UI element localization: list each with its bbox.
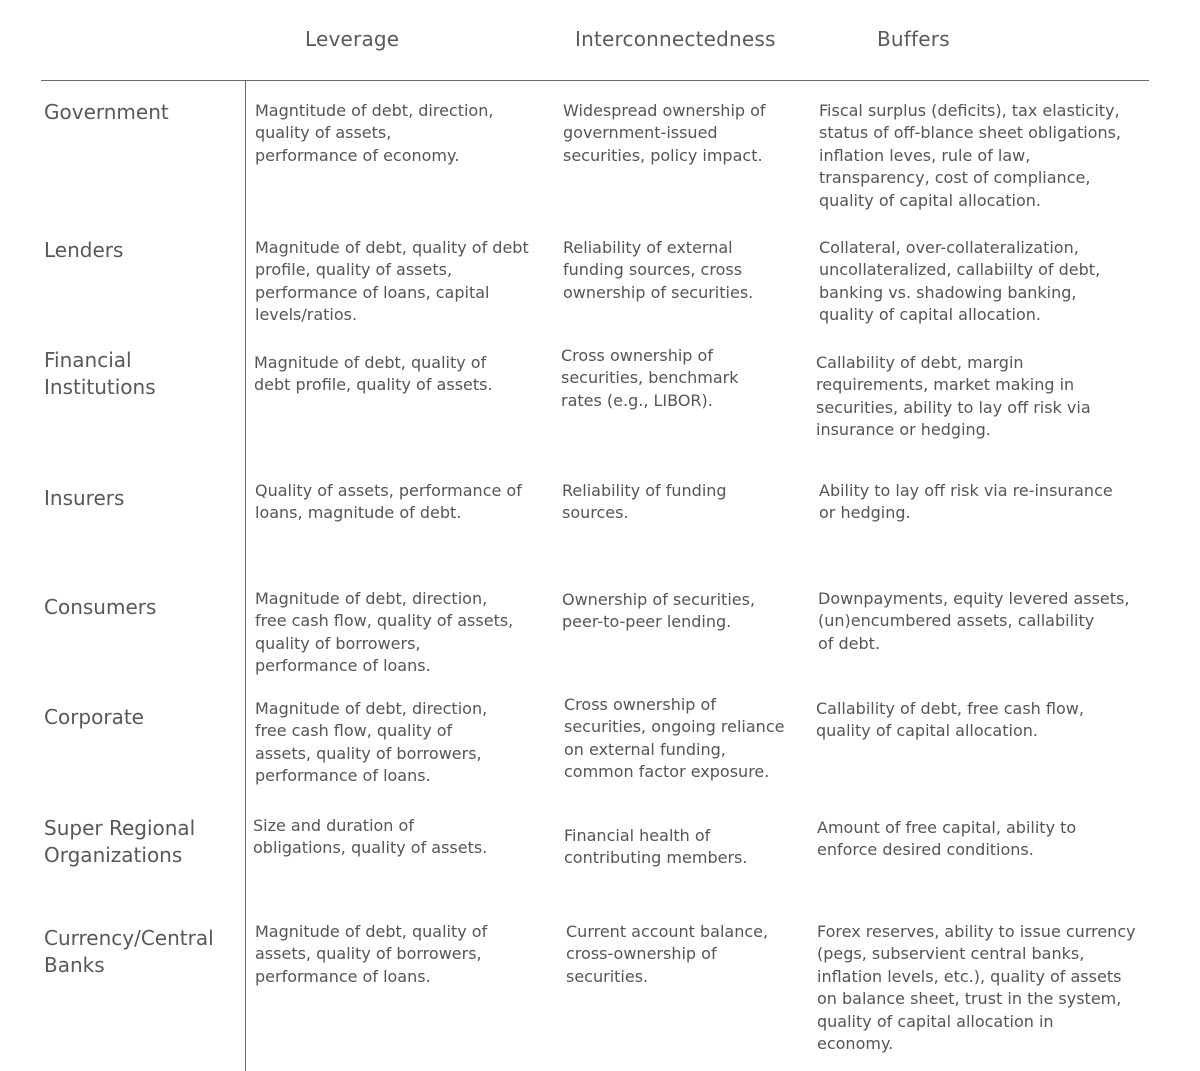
row-label-insurers: Insurers	[44, 486, 125, 510]
label-column-divider	[245, 81, 246, 1071]
cell-leverage: Magnitude of debt, quality of debt profile, quality of assets, performance of loans, capital levels/ratios.	[255, 238, 529, 325]
cell-leverage: Size and duration of obligations, quality of assets.	[253, 816, 488, 858]
cell-leverage: Magntitude of debt, direction, quality of assets, performance of economy.	[255, 101, 494, 165]
cell-leverage: Magnitude of debt, direction, free cash flow, quality of assets, quality of borrowers, performance of loans.	[255, 699, 488, 786]
cell-interconnectedness: Reliability of funding sources.	[562, 481, 727, 523]
cell-interconnectedness: Financial health of contributing members.	[564, 826, 748, 868]
row-label-lenders: Lenders	[44, 238, 124, 262]
cell-buffers: Callability of debt, margin requirements, market making in securities, ability to lay off risk via insurance or hedging.	[816, 353, 1091, 440]
column-header-buffers: Buffers	[877, 27, 950, 51]
cell-leverage: Magnitude of debt, quality of debt profile, quality of assets.	[254, 353, 493, 395]
row-label-consumers: Consumers	[44, 595, 157, 619]
cell-interconnectedness: Reliability of external funding sources, cross ownership of securities.	[563, 238, 754, 302]
column-header-interconnectedness: Interconnectedness	[575, 27, 776, 51]
cell-interconnectedness: Cross ownership of securities, benchmark rates (e.g., LIBOR).	[561, 346, 739, 410]
cell-buffers: Fiscal surplus (deficits), tax elasticity, status of off-blance sheet obligations, inflation leves, rule of law, transparency, cost of compliance, quality of capital allocation.	[819, 101, 1122, 210]
cell-leverage: Magnitude of debt, quality of assets, quality of borrowers, performance of loans.	[255, 922, 488, 986]
cell-interconnectedness: Ownership of securities, peer-to-peer lending.	[562, 590, 756, 632]
cell-interconnectedness: Widespread ownership of government-issued securities, policy impact.	[563, 101, 766, 165]
row-label-corporate: Corporate	[44, 705, 144, 729]
header-divider	[41, 80, 1149, 81]
cell-buffers: Ability to lay off risk via re-insurance or hedging.	[819, 481, 1113, 523]
cell-buffers: Collateral, over-collateralization, uncollateralized, callabiilty of debt, banking vs. shadowing banking, quality of capital allocation.	[819, 238, 1101, 325]
cell-leverage: Quality of assets, performance of loans, magnitude of debt.	[255, 481, 522, 523]
column-header-leverage: Leverage	[305, 27, 400, 51]
row-label-super-regional-organizations: Super Regional Organizations	[44, 816, 196, 867]
cell-buffers: Callability of debt, free cash flow, quality of capital allocation.	[816, 699, 1084, 741]
row-label-government: Government	[44, 100, 169, 124]
cell-leverage: Magnitude of debt, direction, free cash flow, quality of assets, quality of borrowers, performance of loans.	[255, 589, 514, 676]
cell-buffers: Downpayments, equity levered assets, (un)encumbered assets, callability of debt.	[818, 589, 1130, 653]
row-label-financial-institutions: Financial Institutions	[44, 348, 156, 399]
cell-interconnectedness: Cross ownership of securities, ongoing reliance on external funding, common factor exposure.	[564, 695, 785, 782]
cell-interconnectedness: Current account balance, cross-ownership of securities.	[566, 922, 769, 986]
cell-buffers: Forex reserves, ability to issue currency (pegs, subservient central banks, inflation levels, etc.), quality of assets on balance sheet, trust in the system, quality of capital allocation in economy.	[817, 922, 1136, 1054]
cell-buffers: Amount of free capital, ability to enforce desired conditions.	[817, 818, 1077, 860]
row-label-currency-central-banks: Currency/Central Banks	[44, 926, 214, 977]
